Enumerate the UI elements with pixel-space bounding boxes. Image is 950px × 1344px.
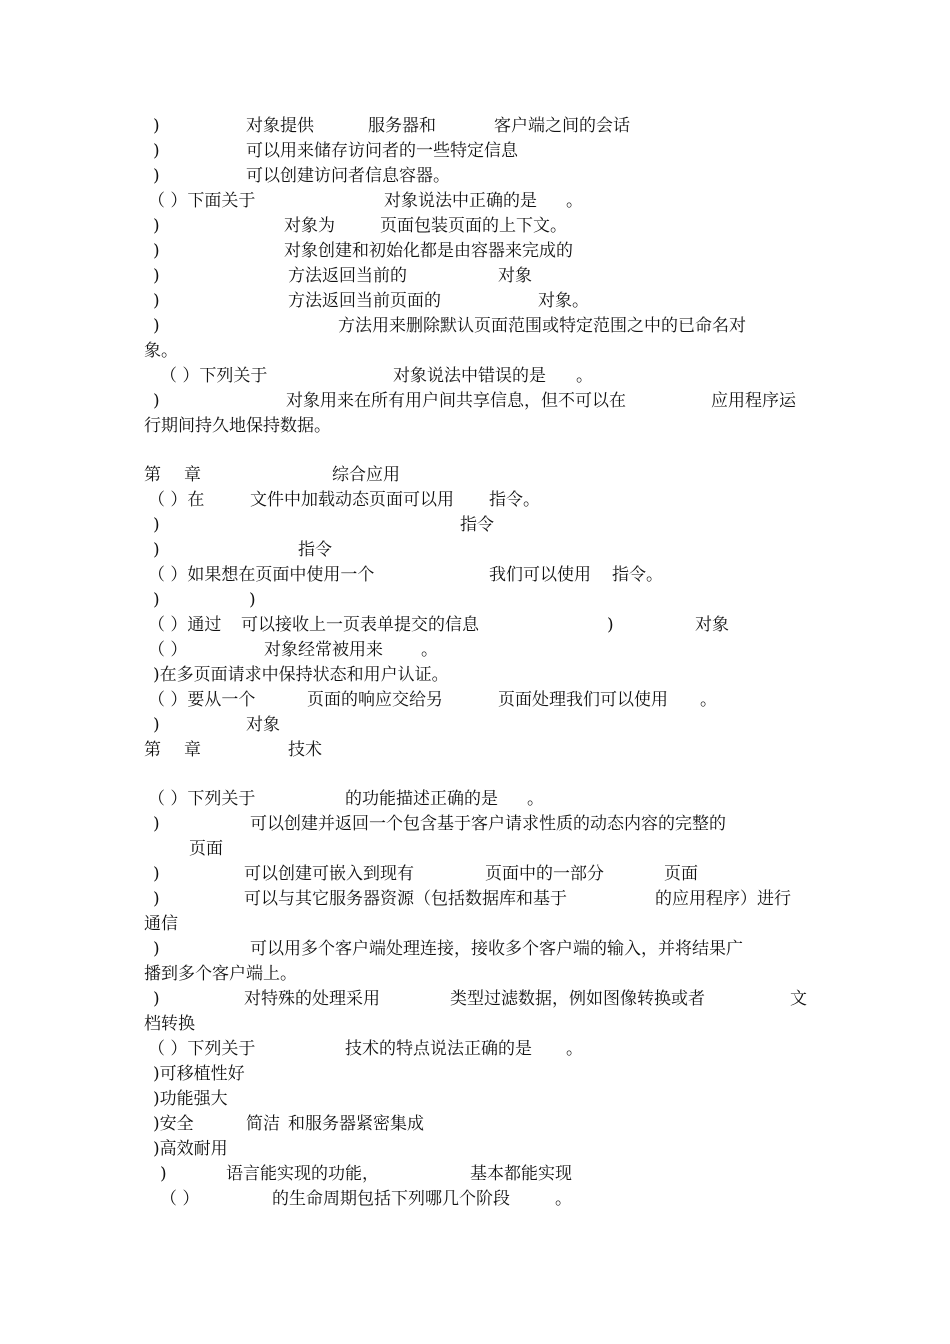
text-line [0, 937, 950, 961]
text-line [0, 613, 950, 637]
text-line [0, 1012, 950, 1036]
text-segment: 页面 [189, 839, 223, 859]
text-segment: 对象说法中错误的是 [393, 366, 546, 386]
text-segment: ) [153, 241, 160, 261]
text-segment: 。 [555, 1189, 572, 1209]
text-segment: 对象用来在所有用户间共享信息，但不可以在 [286, 391, 626, 411]
text-segment: 对象提供 [246, 116, 314, 136]
text-segment: ) [153, 216, 160, 236]
text-line [0, 837, 950, 861]
text-segment: ) [153, 141, 160, 161]
text-segment: （ ） [160, 1189, 200, 1209]
text-line [0, 164, 950, 188]
text-segment: 通信 [144, 914, 178, 934]
text-segment: 应用程序运 [711, 391, 796, 411]
text-segment: （ ）下面关于 [148, 191, 256, 211]
text-line [0, 389, 950, 413]
text-line [0, 713, 950, 737]
text-line [0, 1137, 950, 1161]
text-segment: ) [153, 889, 160, 909]
text-line [0, 264, 950, 288]
text-line [0, 912, 950, 936]
text-segment: （ ）下列关于 [160, 366, 268, 386]
text-segment: 的生命周期包括下列哪几个阶段 [272, 1189, 510, 1209]
text-segment: 对象 [246, 715, 280, 735]
text-segment: 基本都能实现 [470, 1164, 572, 1184]
text-line [0, 414, 950, 438]
text-segment: 。 [527, 789, 544, 809]
text-segment: 可以与其它服务器资源（包括数据库和基于 [244, 889, 567, 909]
text-line [0, 563, 950, 587]
text-line [0, 214, 950, 238]
text-segment: （ ）如果想在页面中使用一个 [148, 565, 375, 585]
text-segment: 。 [566, 1039, 583, 1059]
text-segment: 可以创建访问者信息容器。 [246, 166, 450, 186]
text-line [0, 1062, 950, 1086]
text-segment: （ ）要从一个 [148, 690, 256, 710]
text-segment: 技术的特点说法正确的是 [345, 1039, 532, 1059]
text-line [0, 239, 950, 263]
text-segment: 指令 [460, 515, 494, 535]
text-line [0, 688, 950, 712]
text-line [0, 962, 950, 986]
text-segment: 客户端之间的会话 [494, 116, 630, 136]
text-segment: 页面包装页面的上下文。 [380, 216, 567, 236]
text-segment: 页面 [664, 864, 698, 884]
text-segment: ) [153, 814, 160, 834]
text-segment: 对象经常被用来 [264, 640, 383, 660]
text-segment: ) [153, 266, 160, 286]
text-segment: )安全 [153, 1114, 194, 1134]
text-segment: 象。 [144, 341, 178, 361]
text-line [0, 1087, 950, 1111]
text-line [0, 289, 950, 313]
text-segment: 章 [184, 740, 201, 760]
text-segment: ) [153, 715, 160, 735]
text-line [0, 663, 950, 687]
text-segment: 。 [566, 191, 583, 211]
text-segment: 可以用来储存访问者的一些特定信息 [246, 141, 518, 161]
text-segment: 第 [144, 740, 161, 760]
text-segment: 对象创建和初始化都是由容器来完成的 [284, 241, 573, 261]
text-segment: 对象说法中正确的是 [384, 191, 537, 211]
text-segment: 行期间持久地保持数据。 [144, 416, 331, 436]
text-segment: ) [153, 515, 160, 535]
text-segment: ) [153, 166, 160, 186]
text-line [0, 1162, 950, 1186]
text-segment: ) [153, 864, 160, 884]
text-segment: 指令 [298, 540, 332, 560]
text-line [0, 862, 950, 886]
text-segment: 方法返回当前页面的 [288, 291, 441, 311]
text-segment: )可移植性好 [153, 1064, 245, 1084]
text-segment: 我们可以使用 [489, 565, 591, 585]
text-segment: 可以创建并返回一个包含基于客户请求性质的动态内容的完整的 [250, 814, 726, 834]
text-line [0, 139, 950, 163]
text-segment: 方法用来删除默认页面范围或特定范围之中的已命名对 [338, 316, 746, 336]
text-segment: 的功能描述正确的是 [345, 789, 498, 809]
text-segment: ) [249, 590, 256, 610]
text-segment: 指令。 [489, 490, 540, 510]
text-line [0, 114, 950, 138]
text-segment: 第 [144, 465, 161, 485]
text-segment: 播到多个客户端上。 [144, 964, 297, 984]
text-line [0, 364, 950, 388]
text-line [0, 738, 950, 762]
text-line [0, 588, 950, 612]
text-segment: 服务器和 [368, 116, 436, 136]
text-line [0, 787, 950, 811]
text-segment: 可以创建可嵌入到现有 [244, 864, 414, 884]
text-segment: （ ）下列关于 [148, 1039, 256, 1059]
text-line [0, 538, 950, 562]
text-segment: 指令。 [612, 565, 663, 585]
text-segment: ) [153, 391, 160, 411]
text-segment: 对象。 [538, 291, 589, 311]
text-line [0, 488, 950, 512]
text-segment: ) [153, 116, 160, 136]
text-segment: 技术 [288, 740, 322, 760]
text-segment: 。 [700, 690, 717, 710]
text-segment: 对象为 [284, 216, 335, 236]
text-segment: ) [153, 590, 160, 610]
text-segment: 对象 [498, 266, 532, 286]
text-segment: （ ） [148, 640, 188, 660]
text-segment: ) [607, 615, 614, 635]
text-segment: 章 [184, 465, 201, 485]
text-segment: ) [153, 291, 160, 311]
text-segment: ) [153, 939, 160, 959]
text-segment: （ ）通过 [148, 615, 222, 635]
text-line [0, 513, 950, 537]
text-line [0, 812, 950, 836]
text-segment: )在多页面请求中保持状态和用户认证。 [153, 665, 449, 685]
text-segment: ) [153, 540, 160, 560]
text-segment: ) [153, 316, 160, 336]
text-segment: 对特殊的处理采用 [244, 989, 380, 1009]
text-segment: 可以接收上一页表单提交的信息 [241, 615, 479, 635]
text-segment: 页面中的一部分 [485, 864, 604, 884]
text-segment: 的应用程序）进行 [655, 889, 791, 909]
text-segment: 和服务器紧密集成 [288, 1114, 424, 1134]
text-segment: 页面的响应交给另 [307, 690, 443, 710]
text-segment: 可以用多个客户端处理连接，接收多个客户端的输入，并将结果广 [250, 939, 743, 959]
text-line [0, 887, 950, 911]
text-line [0, 1187, 950, 1211]
text-segment: （ ）在 [148, 490, 205, 510]
text-line [0, 189, 950, 213]
text-segment: 页面处理我们可以使用 [498, 690, 668, 710]
text-segment: 文 [790, 989, 807, 1009]
text-segment: )高效耐用 [153, 1139, 228, 1159]
text-segment: （ ）下列关于 [148, 789, 256, 809]
text-segment: 文件中加载动态页面可以用 [250, 490, 454, 510]
text-segment: ) [160, 1164, 167, 1184]
text-segment: 档转换 [144, 1014, 195, 1034]
text-line [0, 339, 950, 363]
text-segment: 类型过滤数据，例如图像转换或者 [450, 989, 705, 1009]
text-segment: 对象 [695, 615, 729, 635]
text-segment: 。 [576, 366, 593, 386]
text-segment: 语言能实现的功能， [226, 1164, 379, 1184]
text-segment: 简洁 [246, 1114, 280, 1134]
text-line [0, 314, 950, 338]
text-segment: )功能强大 [153, 1089, 228, 1109]
text-line [0, 1037, 950, 1061]
text-segment: 。 [421, 640, 438, 660]
text-segment: ) [153, 989, 160, 1009]
text-line [0, 638, 950, 662]
text-line [0, 987, 950, 1011]
text-line [0, 463, 950, 487]
text-line [0, 1112, 950, 1136]
text-segment: 综合应用 [332, 465, 400, 485]
text-segment: 方法返回当前的 [288, 266, 407, 286]
